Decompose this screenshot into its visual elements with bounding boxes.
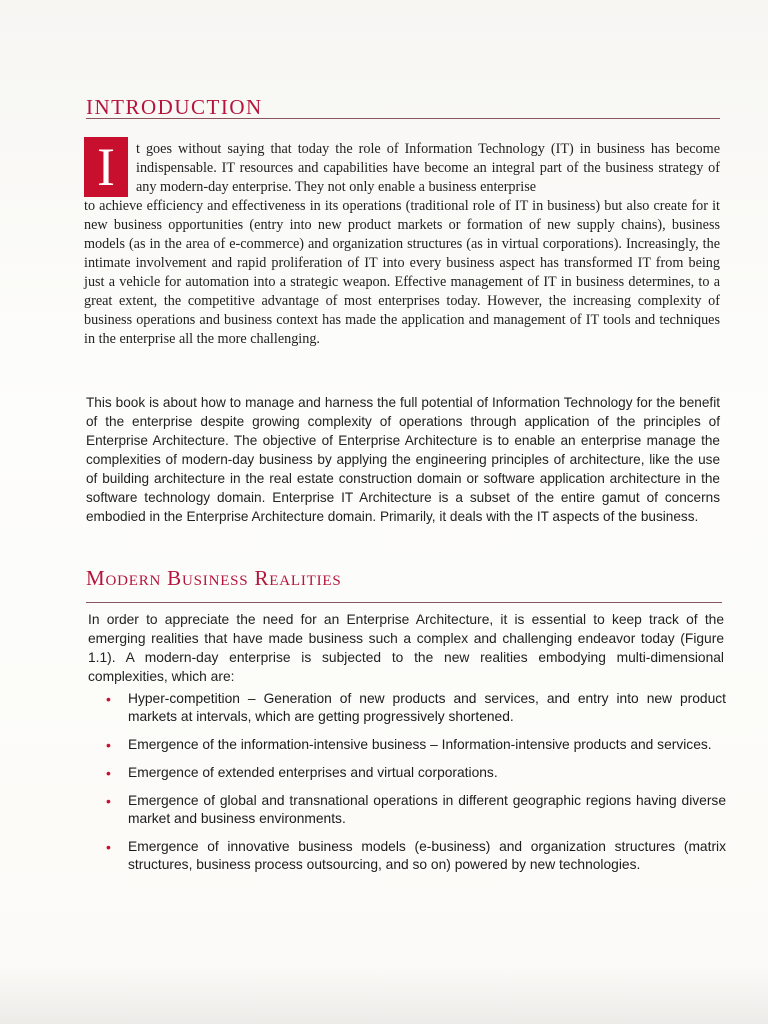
list-item-text: Emergence of innovative business models (e-business) and organization structures (matrix structures, business process outsourcing, and so on) powered by new technologies. xyxy=(128,839,726,872)
list-item-text: Emergence of the information-intensive business – Information-intensive products and services. xyxy=(128,737,712,752)
bullet-icon: • xyxy=(106,691,111,707)
list-item-text: Emergence of global and transnational operations in different geographic regions having diverse market and business environments. xyxy=(128,793,726,826)
list-item xyxy=(104,764,726,782)
bullet-icon: • xyxy=(106,737,111,753)
intro-paragraph-2: This book is about how to manage and harness the full potential of Information Technology for the benefit of the enterprise despite growing complexity of operations through application of the principles of Enterprise Architecture. The objective of Enterprise Architecture is to enable an enterprise manage the complexities of modern-day business by applying the engineering principles of architecture, like the use of building architecture in the real estate construction domain or software application architecture in the software technology domain. Enterprise IT Architecture is a subset of the entire gamut of concerns embodied in the Enterprise Architecture domain. Primarily, it deals with the IT aspects of the business. xyxy=(86,395,720,524)
list-item xyxy=(104,736,726,754)
section-heading-introduction: INTRODUCTION xyxy=(86,95,263,119)
bullet-icon: • xyxy=(106,793,111,809)
list-item xyxy=(104,838,726,874)
drop-cap: I xyxy=(84,137,128,197)
list-item xyxy=(104,690,726,726)
realities-intro-paragraph: In order to appreciate the need for an Enterprise Architecture, it is essential to keep track of the emerging realities that have made business such a complex and challenging endeavor today (Figure 1.1). A modern-day enterprise is subjected to the new realities embodying multi-dimensional complexities, which are: xyxy=(88,612,724,684)
list-item xyxy=(104,792,726,828)
heading-rule xyxy=(86,118,720,119)
intro-paragraph-continuation: to achieve efficiency and effectiveness in its operations (traditional role of IT in business) but also create for it new business opportunities (entry into new product markets or formation of new supply chains), business models (as in the area of e-commerce) and organization structures (as in virtual corporations). Increasingly, the intimate involvement and rapid proliferation of IT into every business aspect has transformed IT from being just a vehicle for automation into a strategic weapon. Effective management of IT in business determines, to a great extent, the competitive advantage of most enterprises today. However, the increasing complexity of business operations and business context has made the application and management of IT tools and techniques in the enterprise all the more challenging. xyxy=(84,198,720,347)
intro-paragraph-opening: t goes without saying that today the role of Information Technology (IT) in business has become indispensable. IT resources and capabilities have become an integral part of the business strategy of any modern-day enterprise. They not only enable a business enterprise xyxy=(136,141,720,195)
section-heading-modern-business-realities: Modern Business Realities xyxy=(86,566,342,590)
page-edge-shadow xyxy=(0,964,768,1024)
realities-bullet-list xyxy=(104,690,726,884)
list-item-text: Hyper-competition – Generation of new products and services, and entry into new product markets at intervals, which are getting progressively shortened. xyxy=(128,691,726,724)
bullet-icon: • xyxy=(106,765,111,781)
heading-rule xyxy=(86,602,722,603)
list-item-text: Emergence of extended enterprises and virtual corporations. xyxy=(128,765,498,780)
bullet-icon: • xyxy=(106,839,111,855)
